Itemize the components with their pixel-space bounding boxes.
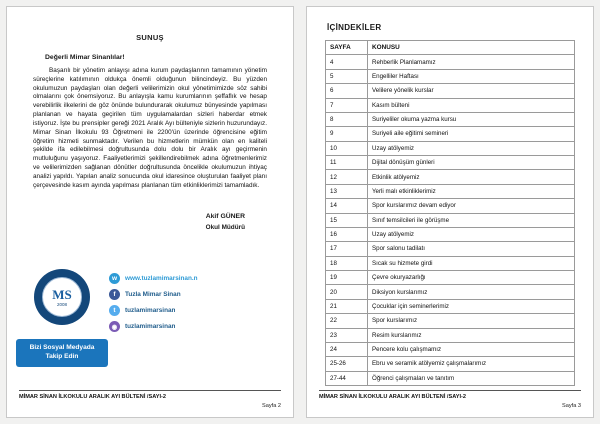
social-links xyxy=(109,273,198,367)
toc-topic-cell: Spor kurslarımız devam ediyor xyxy=(368,199,575,213)
toc-page-cell: 21 xyxy=(326,299,368,313)
left-page-number: Sayfa 2 xyxy=(262,403,281,409)
left-page-footer xyxy=(19,390,281,409)
twitter-link[interactable] xyxy=(109,305,198,316)
toc-page-cell: 4 xyxy=(326,55,368,69)
toc-page-cell: 27-44 xyxy=(326,371,368,385)
toc-row xyxy=(326,84,575,98)
toc-row xyxy=(326,242,575,256)
toc-topic-cell: Rehberlik Planlamamız xyxy=(368,55,575,69)
toc-header-row xyxy=(326,41,575,55)
signature-name: Akif GÜNER xyxy=(205,212,245,220)
toc-page-cell: 20 xyxy=(326,285,368,299)
toc-page-cell: 16 xyxy=(326,227,368,241)
toc-page-cell: 17 xyxy=(326,242,368,256)
toc-page-cell: 5 xyxy=(326,69,368,83)
toc-topic-cell: Suriyeliler okuma yazma kursu xyxy=(368,112,575,126)
toc-topic-cell: Velilere yönelik kurslar xyxy=(368,84,575,98)
toc-row xyxy=(326,127,575,141)
facebook-link[interactable] xyxy=(109,289,198,300)
toc-topic-cell: Sınıf temsilcileri ile görüşme xyxy=(368,213,575,227)
toc-header-topic: KONUSU xyxy=(368,41,575,55)
toc-row xyxy=(326,271,575,285)
toc-page-cell: 22 xyxy=(326,314,368,328)
footer-bulletin-title: MİMAR SİNAN İLKOKULU ARALIK AYI BÜLTENİ /SAYI-2 xyxy=(19,394,166,400)
right-page-footer xyxy=(319,390,581,409)
toc-row xyxy=(326,141,575,155)
toc-topic-cell: Engelliler Haftası xyxy=(368,69,575,83)
toc-page-cell: 10 xyxy=(326,141,368,155)
toc-table xyxy=(325,40,575,386)
facebook-icon: f xyxy=(109,289,120,300)
toc-topic-cell: Ebru ve seramik atölyemiz çalışmalarımız xyxy=(368,357,575,371)
twitter-label: tuzlamimarsinan xyxy=(125,307,176,314)
toc-topic-cell: Uzay atölyemiz xyxy=(368,141,575,155)
toc-topic-cell: Çocuklar için seminerlerimiz xyxy=(368,299,575,313)
salutation: Değerli Mimar Sinanlılar! xyxy=(45,54,125,61)
toc-page-cell: 9 xyxy=(326,127,368,141)
toc-topic-cell: Kasım bülteni xyxy=(368,98,575,112)
toc-topic-cell: Resim kurslarımız xyxy=(368,328,575,342)
website-link[interactable] xyxy=(109,273,198,284)
toc-page-cell: 14 xyxy=(326,199,368,213)
toc-row xyxy=(326,98,575,112)
toc-topic-cell: Spor salonu tadilatı xyxy=(368,242,575,256)
toc-topic-cell: Suriyeli aile eğitimi semineri xyxy=(368,127,575,141)
toc-page-cell: 24 xyxy=(326,342,368,356)
footer-bulletin-title: MİMAR SİNAN İLKOKULU ARALIK AYI BÜLTENİ /SAYI-2 xyxy=(319,394,466,400)
toc-topic-cell: Diksiyon kurslarımız xyxy=(368,285,575,299)
toc-topic-cell: Etkinlik atölyemiz xyxy=(368,170,575,184)
toc-row xyxy=(326,342,575,356)
left-page xyxy=(6,6,294,418)
toc-row xyxy=(326,184,575,198)
toc-row xyxy=(326,314,575,328)
toc-topic-cell: Yerli malı etkinliklerimiz xyxy=(368,184,575,198)
toc-page-cell: 25-26 xyxy=(326,357,368,371)
toc-page-cell: 23 xyxy=(326,328,368,342)
school-logo xyxy=(34,269,90,325)
toc-row xyxy=(326,285,575,299)
toc-page-cell: 6 xyxy=(326,84,368,98)
toc-topic-cell: Çevre okuryazarlığı xyxy=(368,271,575,285)
toc-page-cell: 15 xyxy=(326,213,368,227)
toc-page-cell: 13 xyxy=(326,184,368,198)
signature-role: Okul Müdürü xyxy=(205,223,245,231)
toc-row xyxy=(326,199,575,213)
instagram-icon: ◉ xyxy=(109,321,120,332)
toc-header-page: SAYFA xyxy=(326,41,368,55)
toc-topic-cell: Dijital dönüşüm günleri xyxy=(368,156,575,170)
toc-topic-cell: Sıcak su hizmete girdi xyxy=(368,256,575,270)
school-logo-monogram: MS xyxy=(52,286,72,302)
toc-row xyxy=(326,112,575,126)
toc-row xyxy=(326,256,575,270)
toc-topic-cell: Pencere kolu çalışmamız xyxy=(368,342,575,356)
toc-row xyxy=(326,170,575,184)
facebook-label: Tuzla Mimar Sinan xyxy=(125,291,181,298)
preface-body: Başarılı bir yönetim anlayışı adına kurum paydaşlarının tamamının yönetim süreçlerine katılımının oldukça önemli olduğunun bilincindeyiz. Bu yüzden okulumuzun paydaşları olan değerli velilerimizin okul yönetimimizde söz sahibi olmalarını çok önemsiyoruz. Bu anlayışla kamu kurumlarının şeffaflık ve hesap verebilirlik ilkelerini de göz önünde bulundurarak okulumuz bünyesinde yapılması planlanan ve hayata geçirilen tüm uygulamalardan sizleri haberdar etmek istiyoruz. İşte bu prensipler gereği 2021 Aralık Ayı bülteniyle sizlerin huzurundayız. Mimar Sinan İlkokulu 93 Öğretmeni ile 2200'ün üzerinde öğrencisine eğitim öğretim hizmeti sunmaktadır. Verilen bu hizmetlerin mümkün olan en kaliteli şekilde ifa edilebilmesi doğrultusunda dolu dolu bir Aralık ayı geçirmenin mutluluğunu yaşıyoruz. Faaliyetlerimizi şekillendirebilmek adına öğretmenlerimiz ve velilerimizden sağlanan dönütler doğrultusunda öncelikle okulumuzun ihtiyaç analizi yapıldı. Yapılan analiz sonucunda okul idaresince oluşturulan faaliyet planı çerçevesinde kasım ayında yapılması planlanan tüm etkinliklerimizi tamamladık. xyxy=(33,67,267,189)
globe-icon: w xyxy=(109,273,120,284)
toc-row xyxy=(326,213,575,227)
preface-title: SUNUŞ xyxy=(136,33,164,42)
signature-block xyxy=(33,213,267,231)
instagram-label: tuzlamimarsinan xyxy=(125,323,176,330)
toc-topic-cell: Uzay atölyemiz xyxy=(368,227,575,241)
toc-page-cell: 18 xyxy=(326,256,368,270)
toc-body xyxy=(326,55,575,386)
toc-page-cell: 8 xyxy=(326,112,368,126)
toc-row xyxy=(326,328,575,342)
toc-row xyxy=(326,69,575,83)
toc-title: İÇİNDEKİLER xyxy=(327,23,382,32)
instagram-link[interactable] xyxy=(109,321,198,332)
toc-row xyxy=(326,357,575,371)
right-page-number: Sayfa 3 xyxy=(562,403,581,409)
toc-row xyxy=(326,156,575,170)
toc-row xyxy=(326,371,575,385)
website-label: www.tuzlamimarsinan.n xyxy=(125,275,198,282)
toc-row xyxy=(326,227,575,241)
toc-page-cell: 7 xyxy=(326,98,368,112)
right-page xyxy=(306,6,594,418)
toc-page-cell: 11 xyxy=(326,156,368,170)
toc-topic-cell: Spor kurslarımız xyxy=(368,314,575,328)
toc-topic-cell: Öğrenci çalışmaları ve tanıtım xyxy=(368,371,575,385)
twitter-icon: t xyxy=(109,305,120,316)
toc-row xyxy=(326,55,575,69)
school-logo-year: 2008 xyxy=(56,301,67,307)
branding-block xyxy=(31,269,198,367)
social-follow-box: Bizi Sosyal Medyada Takip Edin xyxy=(16,339,108,367)
toc-row xyxy=(326,299,575,313)
toc-page-cell: 19 xyxy=(326,271,368,285)
toc-page-cell: 12 xyxy=(326,170,368,184)
